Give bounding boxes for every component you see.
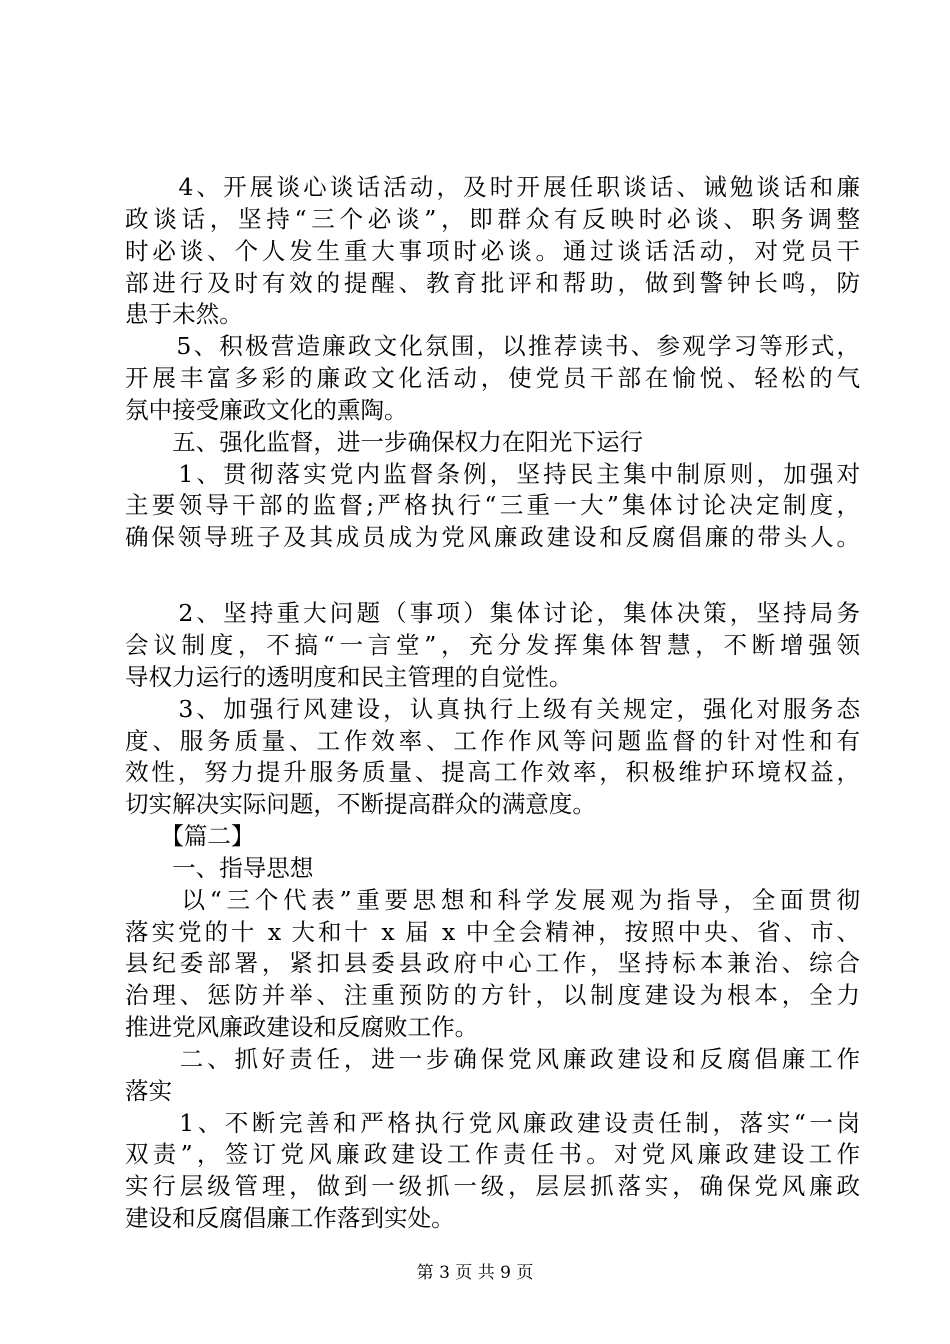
paragraph-line: 以“三个代表”重要思想和科学发展观为指导，全面贯彻 (125, 885, 860, 914)
paragraph-line: 3、加强行风建设，认真执行上级有关规定，强化对服务态 (125, 694, 860, 723)
section-heading: 一、指导思想 (125, 853, 314, 882)
paragraph-line: 主要领导干部的监督;严格执行“三重一大”集体讨论决定制度， (125, 491, 860, 520)
section-heading: 五、强化监督，进一步确保权力在阳光下运行 (125, 427, 644, 456)
paragraph-line: 1、不断完善和严格执行党风廉政建设责任制，落实“一岗 (125, 1108, 860, 1137)
paragraph-line: 效性，努力提升服务质量、提高工作效率，积极维护环境权益， (125, 758, 860, 787)
paragraph-line: 部进行及时有效的提醒、教育批评和帮助，做到警钟长鸣，防 (125, 268, 860, 297)
paragraph-line: 推进党风廉政建设和反腐败工作。 (125, 1013, 479, 1042)
paragraph-line: 政谈话，坚持“三个必谈”，即群众有反映时必谈、职务调整 (125, 204, 860, 233)
section-heading: 落实 (125, 1076, 173, 1105)
paragraph-line: 双责”，签订党风廉政建设工作责任书。对党风廉政建设工作 (125, 1140, 860, 1169)
paragraph-line: 实行层级管理，做到一级抓一级，层层抓落实，确保党风廉政 (125, 1172, 860, 1201)
paragraph-line: 氛中接受廉政文化的熏陶。 (125, 395, 408, 424)
paragraph-line: 县纪委部署，紧扣县委县政府中心工作，坚持标本兼治、综合 (125, 949, 860, 978)
paragraph-line: 落实党的十 x 大和十 x 届 x 中全会精神，按照中央、省、市、 (125, 917, 860, 946)
paragraph-line: 2、坚持重大问题（事项）集体讨论，集体决策，坚持局务 (125, 599, 860, 628)
section-heading: 二、抓好责任，进一步确保党风廉政建设和反腐倡廉工作 (125, 1044, 860, 1073)
paragraph-line: 5、积极营造廉政文化氛围，以推荐读书、参观学习等形式， (125, 332, 860, 361)
paragraph-line: 时必谈、个人发生重大事项时必谈。通过谈话活动，对党员干 (125, 236, 860, 265)
paragraph-line: 确保领导班子及其成员成为党风廉政建设和反腐倡廉的带头人。 (125, 523, 860, 552)
paragraph-line: 度、服务质量、工作效率、工作作风等问题监督的针对性和有 (125, 726, 860, 755)
page-footer: 第 3 页 共 9 页 (416, 1263, 534, 1283)
section-heading: 【篇二】 (125, 822, 255, 851)
paragraph-line: 4、开展谈心谈话活动，及时开展任职谈话、诫勉谈话和廉 (125, 173, 860, 201)
paragraph-line: 开展丰富多彩的廉政文化活动，使党员干部在愉悦、轻松的气 (125, 364, 860, 393)
paragraph-line: 患于未然。 (125, 300, 243, 329)
paragraph-line: 治理、惩防并举、注重预防的方针，以制度建设为根本，全力 (125, 981, 860, 1010)
paragraph-line: 建设和反腐倡廉工作落到实处。 (125, 1204, 455, 1233)
paragraph-line: 切实解决实际问题，不断提高群众的满意度。 (125, 790, 596, 819)
paragraph-line: 导权力运行的透明度和民主管理的自觉性。 (125, 662, 573, 691)
paragraph-line: 会议制度，不搞“一言堂”，充分发挥集体智慧，不断增强领 (125, 631, 860, 660)
paragraph-line: 1、贯彻落实党内监督条例，坚持民主集中制原则，加强对 (125, 459, 860, 488)
